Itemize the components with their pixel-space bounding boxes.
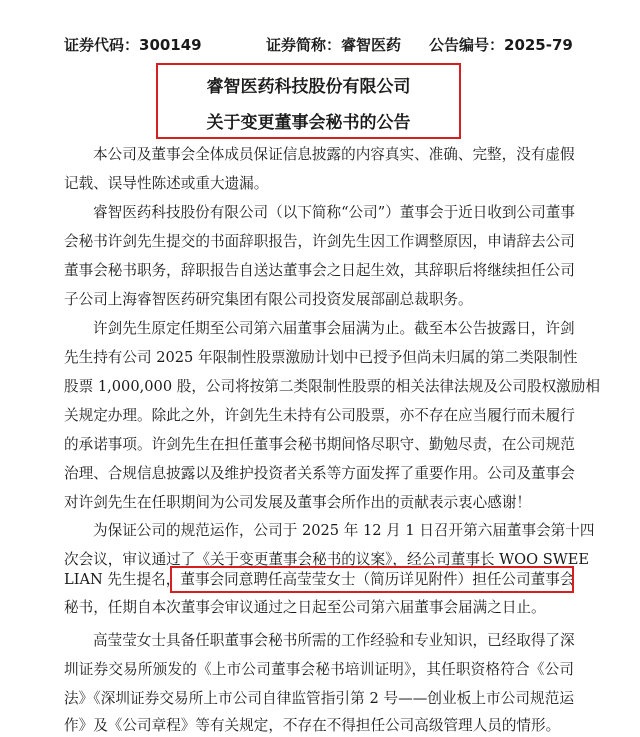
announcement-number: 公告编号：2025-79 — [429, 36, 573, 54]
body-line: 睿智医药科技股份有限公司（以下简称“公司”）董事会于近日收到公司董事 — [93, 204, 575, 221]
body-line: 股票 1,000,000 股，公司将按第二类限制性股票的相关法律法规及公司股权激励相 — [64, 378, 600, 395]
stock-code: 证券代码：300149 — [64, 36, 202, 54]
body-line: 的承诺事项。许剑先生在担任董事会秘书期间恪尽职守、勤勉尽责，在公司规范 — [64, 436, 575, 453]
body-line: 记载、误导性陈述或重大遗漏。 — [64, 175, 269, 192]
body-line: 高莹莹女士具备任职董事会秘书所需的工作经验和专业知识，已经取得了深 — [93, 632, 575, 649]
body-line: 关规定办理。除此之外，许剑先生未持有公司股票，亦不存在应当履行而未履行 — [64, 407, 575, 424]
body-line: 先生持有公司 2025 年限制性股票激励计划中已授予但尚未归属的第二类限制性 — [64, 349, 578, 366]
appointment-highlight-box — [170, 566, 574, 593]
body-line: 法》《深圳证券交易所上市公司自律监管指引第 2 号——创业板上市公司规范运 — [64, 690, 574, 707]
body-line: 子公司上海睿智医药研究集团有限公司投资发展部副总裁职务。 — [64, 291, 473, 308]
body-line: 次会议，审议通过了《关于变更董事会秘书的议案》，经公司董事长 WOO SWEE — [64, 551, 590, 568]
body-line: 秘书，任期自本次董事会审议通过之日起至公司第六届董事会届满之日止。 — [64, 599, 546, 616]
body-line: 会秘书许剑先生提交的书面辞职报告，许剑先生因工作调整原因，申请辞去公司 — [64, 233, 575, 250]
stock-short-name: 证券简称：睿智医药 — [266, 36, 402, 54]
body-line: 治理、合规信息披露以及维护投资者关系等方面发挥了重要作用。公司及董事会 — [64, 465, 575, 482]
document-header — [0, 34, 640, 58]
company-title: 睿智医药科技股份有限公司 — [206, 77, 411, 97]
body-line: LIAN 先生提名，董事会同意聘任高莹莹女士（简历详见附件）担任公司董事会 — [64, 571, 575, 588]
body-line: 董事会秘书职务，辞职报告自送达董事会之日起生效，其辞职后将继续担任公司 — [64, 262, 575, 279]
body-line: 为保证公司的规范运作，公司于 2025 年 12 月 1 日召开第六届董事会第十四 — [93, 522, 595, 539]
title-highlight-box — [156, 63, 461, 139]
body-line: 本公司及董事会全体成员保证信息披露的内容真实、准确、完整，没有虚假 — [93, 146, 575, 163]
body-line: 许剑先生原定任期至公司第六届董事会届满为止。截至本公告披露日，许剑 — [93, 320, 575, 337]
announcement-title: 关于变更董事会秘书的公告 — [206, 113, 411, 133]
body-line: 作》及《公司章程》等有关规定，不存在不得担任公司高级管理人员的情形。 — [64, 717, 561, 734]
body-line: 圳证券交易所颁发的《上市公司董事会秘书培训证明》，其任职资格符合《公司 — [64, 661, 574, 678]
body-line: 对许剑先生在任职期间为公司发展及董事会所作出的贡献表示衷心感谢！ — [64, 494, 532, 511]
